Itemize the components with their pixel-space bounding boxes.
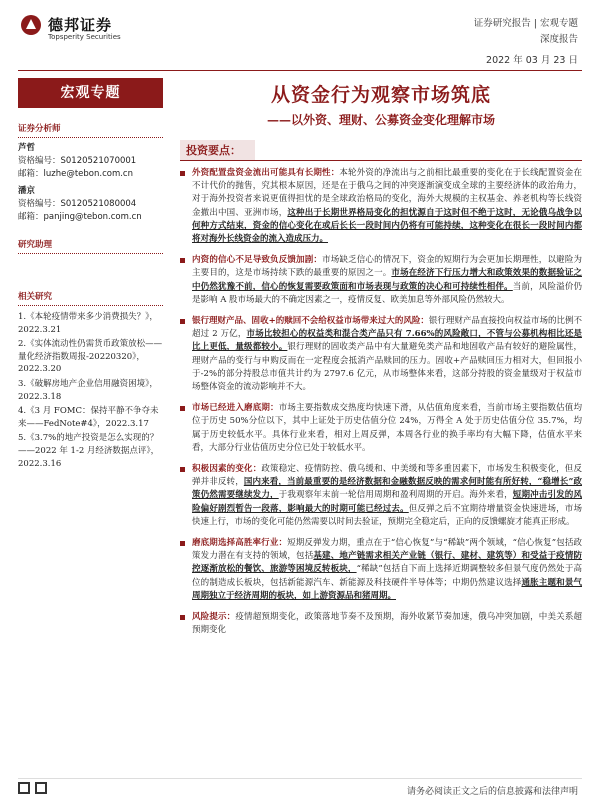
bullet-item — [180, 463, 582, 529]
bullet-square-icon — [180, 171, 185, 176]
related-item[interactable]: 4.《3 月 FOMC：保持平静不争夺未来——FedNote#4》，2022.3.17 — [18, 406, 159, 429]
related-heading: 相关研究 — [18, 290, 163, 306]
analyst-email[interactable]: 邮箱：panjing@tebon.com.cn — [18, 212, 142, 222]
analyst-1 — [18, 142, 163, 181]
bullet-heading: 市场已经进入磨底期： — [192, 403, 279, 414]
qr-code-icon — [35, 782, 47, 794]
bullet-emphasis: 市场比较担心的权益类和混合类产品只有 7.66%的风险敞口，不管与公募机构相比还是比上更低，量级都较小。 — [192, 329, 582, 353]
bullet-square-icon — [180, 406, 185, 411]
bullet-item — [180, 537, 582, 603]
bullet-text: 政策稳定、疫情防控、俄乌缓和、中美缓和等多重因素下，市场发生积极变化，但反弹并非反转， — [192, 464, 582, 488]
bullet-heading: 磨底期选择高胜率行业： — [192, 538, 288, 549]
report-subtitle: ——以外资、理财、公募资金变化理解市场 — [266, 113, 495, 127]
footer-divider — [18, 778, 582, 779]
bullet-text: 银行理财产品直接投向权益市场的比例不超过 2 万亿， — [192, 316, 582, 340]
bullet-heading: 内资的信心不足导致负反馈加剧： — [192, 255, 323, 266]
related-item[interactable]: 5.《3.7%的地产投资是怎么实现的？——2022 年 1-2 月经济数据点评》，2022.3.16 — [18, 433, 160, 469]
report-category: 宏观专题 — [539, 18, 578, 29]
bullet-square-icon — [180, 258, 185, 263]
bullet-text: 疫情超预期变化，政策落地节奏不及预期，海外收紧节奏加速，俄乌冲突加剧，中美关系超预期变化 — [192, 612, 582, 636]
report-date: 2022 年 03 月 23 日 — [486, 55, 578, 66]
sidebar — [18, 78, 163, 472]
related-item[interactable]: 1.《本轮疫情带来多少消费损失？》，2022.3.21 — [18, 312, 158, 335]
bullet-heading: 外资配置盘资金流出可能具有长期性： — [192, 168, 340, 178]
logo-icon — [20, 14, 42, 36]
analyst-cert: 资格编号：S0120521080004 — [18, 199, 137, 209]
key-points-label: 投资要点： — [180, 140, 255, 160]
bullet-item — [180, 167, 582, 246]
report-type: 证券研究报告 — [473, 18, 531, 29]
logo-english: Topsperity Securities — [48, 33, 121, 41]
bullet-item — [180, 315, 582, 394]
analyst-name: 芦哲 — [18, 143, 36, 153]
analyst-heading: 证券分析师 — [18, 122, 163, 138]
related-item[interactable]: 2.《实体流动性仍需货币政策放松——量化经济指数周报-20220320》，2022.3.20 — [18, 339, 163, 375]
related-list — [18, 311, 163, 470]
key-points-list — [180, 167, 582, 638]
logo-text: 德邦证券 — [48, 16, 113, 34]
bullet-emphasis: 市场在经济下行压力增大和政策效果的数据验证之中仍然犹豫不前，信心的恢复需要政策面和市场表现与政策的决心和可持续性相伴。 — [192, 268, 582, 292]
analyst-email[interactable]: 邮箱：luzhe@tebon.com.cn — [18, 169, 133, 179]
header-divider — [18, 70, 582, 71]
bullet-heading: 风险提示： — [192, 612, 236, 623]
bullet-text: 市场缺乏信心的情况下，资金的短期行为会更加长期理性，以避险为主要目的，这是市场持续下跌的最重要的原因之一。 — [192, 255, 582, 279]
bullet-square-icon — [180, 541, 185, 546]
key-points-bar — [180, 142, 582, 161]
bullet-heading: 银行理财产品、固收+的赎回不会给权益市场带来过大的风险： — [192, 316, 429, 327]
bullet-emphasis: 国内来看，当前最重要的是经济数据和金融数据反映的需求何时能有所好转，“稳增长”政策仍然需要继续发力， — [192, 477, 582, 501]
bullet-emphasis: 通胀主题和景气周期独立于经济周期的板块，如上游资源品和猪周期。 — [192, 577, 582, 601]
sidebar-title: 宏观专题 — [18, 78, 163, 108]
bullet-text: 短期反弹发力期，重点在于“信心恢复”与“稀缺”两个领域，“信心恢复”包括政策发力潜在有支持的领域，包括 — [192, 538, 582, 562]
bullet-heading: 积极因素的变化： — [192, 464, 262, 475]
report-title: 从资金行为观察市场筑底 — [270, 84, 491, 106]
bullet-text: 银行理财的固收类产品中有大量避免类产品和地固收产品有较好的避险属性，理财产品的变行与申购反而在一定程度会抵消产品赎回的压力。固收+产品赎回压力相对大，但回报小于-2%的部分持股总市值共计约为 2797.6 亿元，从市场整体来看，这部分持股的资金量级对于权益市场整体资金的流动影响并不大。 — [192, 342, 582, 393]
bullet-emphasis: 这种出于长期世界格局变化的担忧源自于这时但不绝于这时，无论俄乌战争以何种方式结束，资金的信心变化在或后长长一段时间内仍将有可能持续，这种变化在很长一段时间内都将对海外长线资金的流入造成压力。 — [192, 207, 582, 245]
bullet-text: 本轮外资的净流出与之前相比最重要的变化在于长线配置资金在不计代价的抛售，究其根本原因，还是在于俄乌之间的冲突逐渐演变成全球的主要经济体的政治角力，对于海外投资者来说更值得担忧的是全球政治格局的变化，海外大规模的主权基金、养老机构等长线资金撤出中国、亚洲市场， — [192, 168, 582, 218]
bullet-text: 于我观察年末前一轮信用周期和盈利周期的开启。海外来看， — [278, 490, 513, 501]
bullet-text: 市场主要指数成交热度均快速下滑，从估值角度来看，当前市场主要指数估值均位于历史 50%分位以下，其中上证处于历史估值分位 24%，万得全 A 处于历史估值分位 35.7%，均属于历史较低水平。具体行业来看，相对上周反弹，本周各行业的换手率均有大幅下降，估值水平来看，大部分行业估值历史分位已处于较低水平。 — [192, 403, 582, 453]
related-item[interactable]: 3.《破解房地产企业信用融资困境》，2022.3.18 — [18, 378, 158, 402]
bullet-emphasis: 短期冲击引发的风险偏好剧烈暂告一段落，影响最大的时期可能已经过去。 — [192, 490, 582, 514]
footer-disclaimer: 请务必阅读正文之后的信息披露和法律声明 — [406, 787, 578, 797]
bullet-text: 当前，风险溢价仍是影响 A 股市场最大的不确定因素之一，疫情反复、欧美加息等外部风险仍然较大。 — [192, 281, 582, 305]
main-content — [180, 78, 582, 646]
analyst-2 — [18, 185, 163, 224]
analyst-cert: 资格编号：S0120521070001 — [18, 156, 137, 166]
analyst-name: 潘京 — [18, 186, 36, 196]
bullet-square-icon — [180, 467, 185, 472]
bullet-item — [180, 611, 582, 637]
assistant-heading: 研究助理 — [18, 238, 163, 254]
bullet-square-icon — [180, 319, 185, 324]
report-subcategory: 深度报告 — [539, 34, 578, 45]
bullet-emphasis: 基建、地产链需求相关产业链（银行、建材、建筑等）和受益于疫情防控逐渐放松的餐饮、旅游等困境反转板块， — [192, 551, 582, 575]
bullet-text: 但反弹之后不宜期待增量资金快速进场，市场快速上行，市场的变化可能仍然需要以时间去验证，预期完全稳定后，正向的反馈螺旋才能真正形成。 — [192, 503, 582, 527]
bullet-square-icon — [180, 615, 185, 620]
header-right: 证券研究报告 | 宏观专题 深度报告 — [474, 16, 578, 48]
bullet-item — [180, 254, 582, 307]
bullet-item — [180, 402, 582, 455]
bullet-text: “稀缺”包括自下而上选择近期调整较多但景气度仍然处于高位的制造成长板块，包括新能源汽车、新能源及科技硬件半导体等；中期仍然建议选择 — [192, 564, 582, 588]
qr-code-icon — [18, 782, 30, 794]
